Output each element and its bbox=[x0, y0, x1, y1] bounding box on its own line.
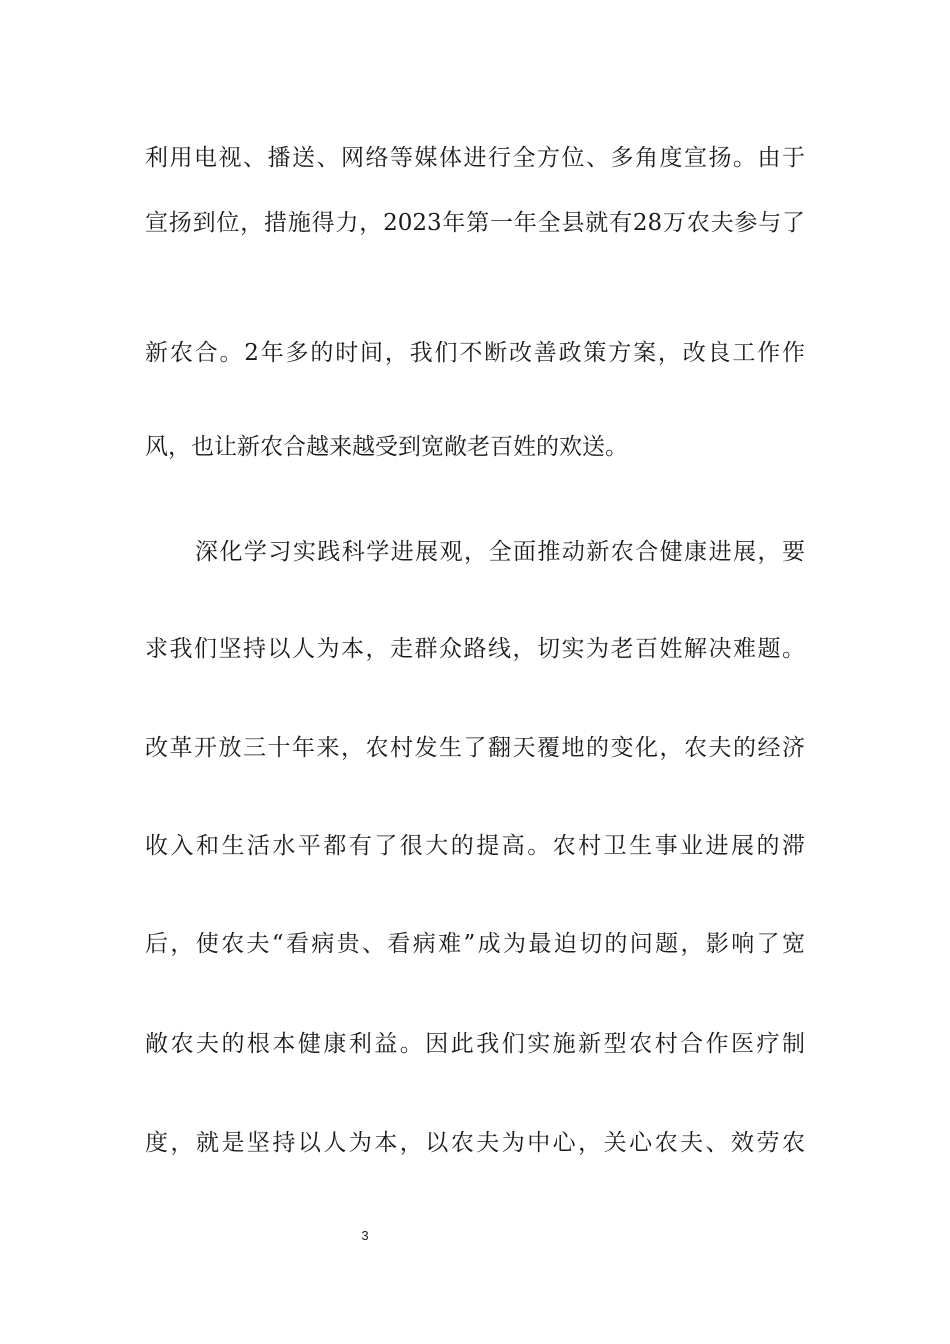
paragraph-2-line-5: 后，使农夫“看病贵、看病难”成为最迫切的问题，影响了宽 bbox=[145, 931, 805, 957]
paragraph-1-line-4: 风，也让新农合越来越受到宽敞老百姓的欢送。 bbox=[145, 434, 628, 460]
paragraph-1-line-1: 利用电视、播送、网络等媒体进行全方位、多角度宣扬。由于 bbox=[145, 145, 805, 171]
paragraph-1-line-3: 新农合。2年多的时间，我们不断改善政策方案，改良工作作 bbox=[145, 340, 805, 366]
paragraph-2-line-3: 改革开放三十年来，农村发生了翻天覆地的变化，农夫的经济 bbox=[145, 735, 805, 761]
paragraph-2-line-4: 收入和生活水平都有了很大的提高。农村卫生事业进展的滞 bbox=[145, 833, 805, 859]
paragraph-2-line-2: 求我们坚持以人为本，走群众路线，切实为老百姓解决难题。 bbox=[145, 636, 805, 662]
paragraph-2-line-7: 度，就是坚持以人为本，以农夫为中心，关心农夫、效劳农 bbox=[145, 1130, 805, 1156]
paragraph-1-line-2: 宣扬到位，措施得力，2023年第一年全县就有28万农夫参与了 bbox=[145, 210, 805, 236]
paragraph-2-line-1: 深化学习实践科学进展观，全面推动新农合健康进展，要 bbox=[195, 539, 805, 565]
page-number: 3 bbox=[361, 1228, 369, 1243]
paragraph-2-line-6: 敞农夫的根本健康利益。因此我们实施新型农村合作医疗制 bbox=[145, 1031, 805, 1057]
